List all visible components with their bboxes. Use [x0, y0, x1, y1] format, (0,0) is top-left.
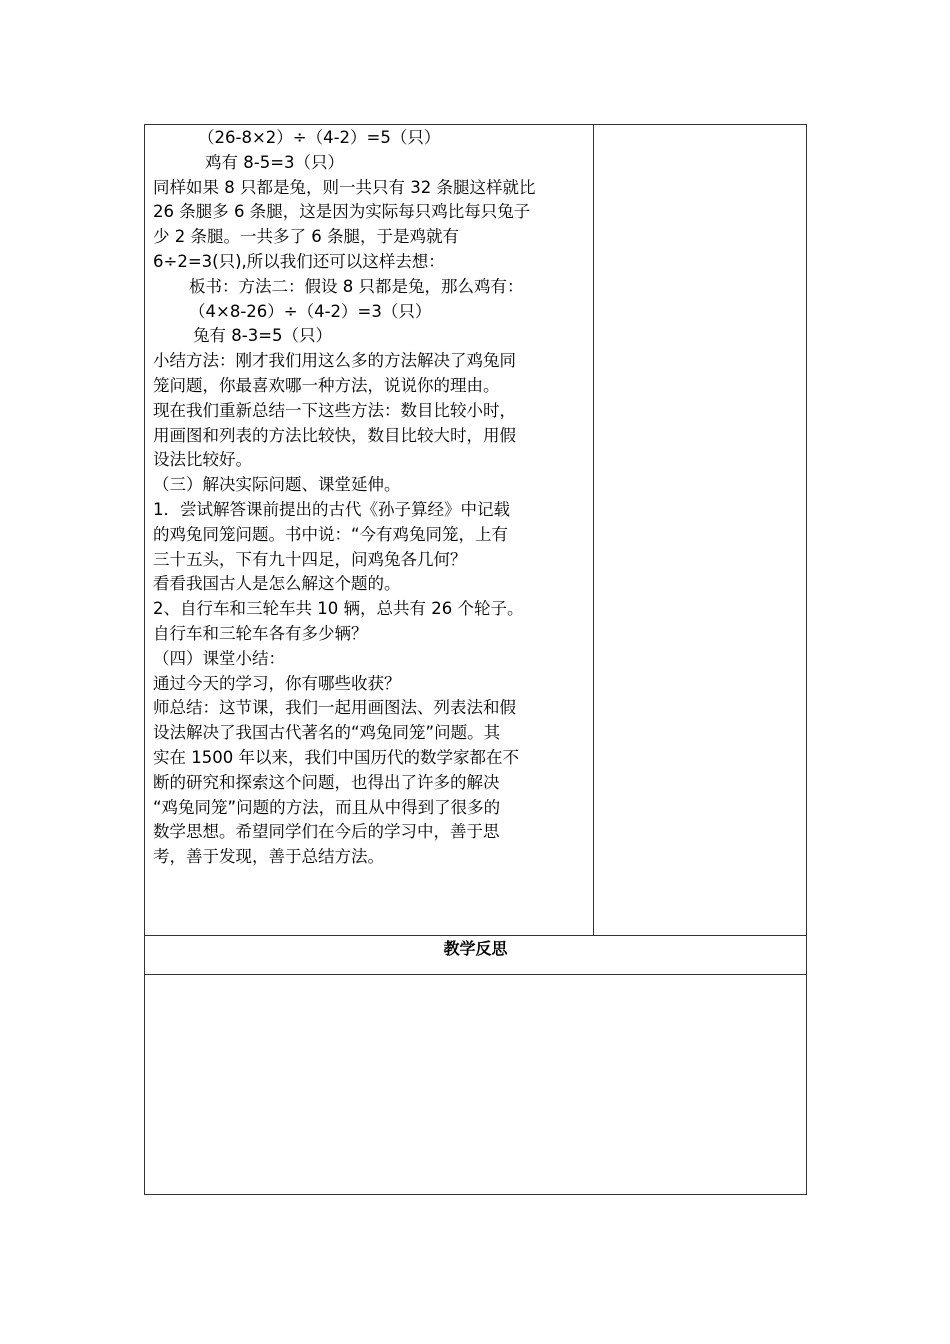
row-divider-bottom: [144, 974, 807, 975]
text-line: 小结方法：刚才我们用这么多的方法解决了鸡兔同: [153, 351, 516, 371]
text-line: 考，善于发现，善于总结方法。: [153, 847, 384, 867]
reflection-heading: 教学反思: [443, 939, 508, 958]
text-line: 断的研究和探索这个问题，也得出了许多的解决: [153, 772, 500, 792]
text-line: 自行车和三轮车各有多少辆？: [153, 623, 368, 643]
text-line: 鸡有 8-5=3（只）: [205, 152, 345, 172]
text-line: 同样如果 8 只都是兔，则一共只有 32 条腿这样就比: [153, 177, 536, 197]
text-line: 的鸡兔同笼问题。书中说：“今有鸡兔同笼，上有: [153, 524, 509, 544]
text-line: 现在我们重新总结一下这些方法：数目比较小时，: [153, 400, 516, 420]
text-line: “鸡兔同笼”问题的方法，而且从中得到了很多的: [153, 797, 501, 817]
text-line: 设法比较好。: [153, 450, 252, 470]
text-line: 看看我国古人是怎么解这个题的。: [153, 574, 401, 594]
text-line: （26-8×2）÷（4-2）=5（只）: [198, 128, 441, 147]
text-line: 少 2 条腿。一共多了 6 条腿，于是鸡就有: [153, 227, 459, 247]
text-line: 设法解决了我国古代著名的“鸡兔同笼”问题。其: [153, 723, 501, 743]
text-line: 兔有 8-3=5（只）: [193, 326, 333, 346]
text-line: 2、自行车和三轮车共 10 辆，总共有 26 个轮子。: [153, 599, 524, 619]
text-line: 用画图和列表的方法比较快，数目比较大时，用假: [153, 425, 516, 445]
section-heading: （四）课堂小结：: [153, 648, 285, 668]
text-line: 师总结：这节课，我们一起用画图法、列表法和假: [153, 698, 516, 718]
text-line: 三十五头，下有九十四足，问鸡兔各几何？: [153, 549, 467, 569]
column-divider: [593, 124, 594, 935]
text-line: （4×8-26）÷（4-2）=3（只）: [189, 301, 432, 321]
text-line: 1．尝试解答课前提出的古代《孙子算经》中记载: [153, 499, 510, 519]
text-line: 笼问题，你最喜欢哪一种方法，说说你的理由。: [153, 375, 500, 395]
text-line: 实在 1500 年以来，我们中国历代的数学家都在不: [153, 747, 519, 767]
lesson-content: [153, 126, 593, 870]
text-line: 板书：方法二：假设 8 只都是兔，那么鸡有：: [189, 276, 524, 296]
section-heading: （三）解决实际问题、课堂延伸。: [153, 475, 401, 495]
text-line: 6÷2=3(只),所以我们还可以这样去想：: [153, 251, 445, 271]
text-line: 26 条腿多 6 条腿，这是因为实际每只鸡比每只兔子: [153, 202, 531, 222]
text-line: 通过今天的学习，你有哪些收获？: [153, 673, 401, 693]
text-line: 数学思想。希望同学们在今后的学习中，善于思: [153, 822, 500, 842]
